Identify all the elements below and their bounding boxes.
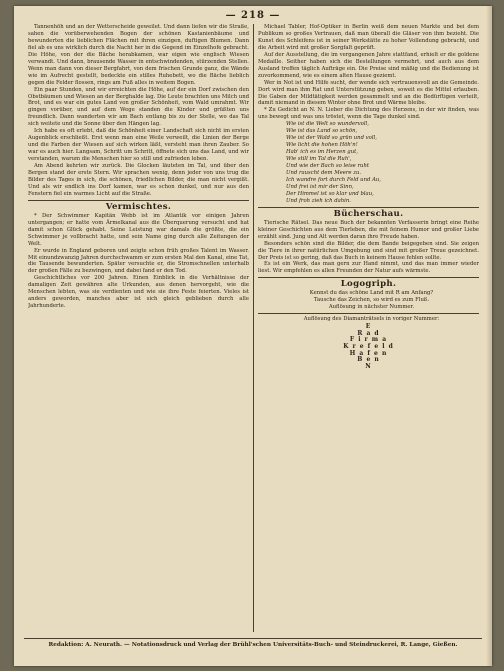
poem	[258, 121, 479, 204]
publisher-footer: Redaktion: A. Neurath. — Notationsdruck und Verlag der Brühl'schen Universitäts-Buch- und Steindruckerei, R. Lange, Gießen.	[24, 638, 482, 648]
section-title-misc: Vermischtes.	[105, 201, 172, 212]
right-column	[258, 24, 479, 632]
left-intro-text	[28, 24, 249, 198]
poem-line: Ich wandre fort durch Feld und Au,	[286, 176, 381, 183]
right-intro-text	[258, 24, 479, 107]
solution-row: N	[365, 362, 372, 370]
solution-title: Auflösung des Diamanträtsels in voriger Nummer:	[303, 316, 440, 323]
poem-intro: * Zu Gedicht an N. N. Lieber die Dichtung des Herzens, in der wir finden, was uns bewegt und was uns tröstet, wenn die Tage dunkel sind.	[258, 107, 479, 121]
paragraph: Besonders schön sind die Bilder, die dem Bande beigegeben sind. Sie zeigen die Tiere in ihrer natürlichen Umgebung und sind mit großer Treue gezeichnet. Der Preis ist so gering, daß das Buch in keinem Hause fehlen sollte.	[258, 240, 479, 261]
poem-line: Und froh zieh ich dahin.	[286, 197, 351, 204]
paragraph: Auf der Ausstellung, die im vergangenen Jahre stattfand, erhielt er die goldene Medaille. Seither haben sich die Bestellungen vermehrt, und auch aus dem Ausland treffen täglich Aufträge ein. Die Preise sind mäßig und die Bedienung ist zuvorkommend, wie es einem alten Hause geziemt.	[258, 51, 479, 79]
solution-row: B e n	[357, 356, 380, 364]
paragraph: Am Abend kehrten wir zurück. Die Glocken läuteten im Tal, und über den Bergen stand der erste Stern. Wir sprachen wenig, denn jeder von uns trug die Bilder des Tages in sich, die schönen, friedlichen Bilder, die man nicht vergißt. Und als wir endlich ins Dorf kamen, war es schon dunkel, und nur aus den Fenstern fiel ein warmes Licht auf die Straße.	[28, 163, 249, 197]
diamond-solution	[258, 324, 479, 370]
paragraph: * Der Schwimmer Kapitän Webb ist im Atlantik vor einigen Jahren untergangen; er hatte vom Ärmelkanal aus die Überquerung versucht und hat damit schon Glück gehabt. Seine Leistung war damals die größte, die ein Schwimmer je vollbracht hatte, und sein Name ging durch alle Zeitungen der Welt.	[28, 212, 249, 247]
column-divider	[253, 24, 254, 632]
logogriph-line: Tausche das Zeichen, so wird es zum Fluß.	[313, 297, 430, 304]
poem-line: Wie ist der Wald so grün und voll,	[286, 135, 377, 142]
section-divider	[258, 277, 479, 278]
poem-line: Hab' ich es im Herzen gut,	[286, 149, 358, 156]
logogriph-text	[258, 290, 479, 311]
poem-line: Wie still im Tal die Ruh',	[286, 156, 352, 163]
poem-line: Und rauscht dem Meere zu.	[286, 170, 362, 177]
paragraph: Tierische Rätsel. Das neue Buch der bekannten Verfasserin bringt eine Reihe kleiner Geschichten aus dem Tierleben, die mit feinem Humor und großer Liebe erzählt sind. Jung und Alt werden daran ihre Freude haben.	[258, 219, 479, 240]
paragraph: Es ist ein Werk, das man gern zur Hand nimmt, und das man immer wieder liest. Wir empfehlen es allen Freunden der Natur aufs wärmste.	[258, 261, 479, 275]
solution-row: H a f e n	[349, 349, 388, 357]
paragraph: Er wurde in England geboren und zeigte schon früh großes Talent im Wasser. Mit einundzwanzig Jahren durchschwamm er zum ersten Mal den Kanal, eine Tat, die Tausende bewunderten. Später versuchte er, die Stromschnellen unterhalb der großen Fälle zu bezwingen, und dabei fand er den Tod.	[28, 247, 249, 275]
solution-row: R a d	[357, 329, 380, 337]
paper-edge-shadow	[486, 6, 492, 666]
solution-row: K r e f e l d	[343, 342, 394, 350]
newspaper-page	[14, 6, 492, 666]
paragraph: Tannenhöh und an der Wetterscheide geweilet. Und dann liefen wir die Straße, sahen die vorüberwehenden Bogen der schönen Kastanienbäume und bewunderten die lieblichen Flächen mit ihren einzigen, duftigen Blumen. Dann fiel ab es uns wirklich durch die Nacht her in die Gegend im Einzelhofe gebracht. Die Höhe, von der die Bäche herabkamen, war eigen wie englisch Wiesen verwandt. Und dann, brausende Wasser in entschwindenden, stürzenden Stellen. Wenn man dann von dieser Bergfahrt, von dem frischen Grunde ganz, die Wände wie im Aufrecht gestellt, bedeckte ein stilles Ruhebett, wo die Bäche lieblich gegen die Felder flossen, rings am Fuß alles in weitem Bogen.	[28, 24, 249, 86]
poem-line: Und frei ist mir der Sinn,	[286, 183, 354, 190]
logogriph-line: Auflösung in nächster Nummer.	[328, 304, 415, 311]
poem-line: Und wie der Bach so leise ruht	[286, 163, 369, 170]
solution-row: E	[365, 323, 372, 331]
logogriph-line: Kennst du das schöne Land mit R am Anfang?	[309, 290, 434, 297]
poem-line: Wie ist die Welt so wundervoll,	[286, 121, 369, 128]
paragraph: Michael Tabler, Hof-Optiker in Berlin weiß dem neuen Markte und bei dem Publikum so großes Vertrauen, daß man überall die Gläser von ihm bezieht. Die Kunst des Schleifens ist in seiner Werkstätte zu hoher Vollendung gebracht, und die Arbeit wird mit großer Sorgfalt geprüft.	[258, 24, 479, 51]
misc-articles	[28, 213, 249, 310]
section-divider	[258, 207, 479, 208]
paragraph: Wer in Not ist und Hilfe sucht, der wende sich vertrauensvoll an die Gemeinde. Dort wird man ihm Rat und Unterstützung geben, soweit es die Mittel erlauben. Die Gaben der Mildtätigkeit werden gesammelt und an die Bedürftigen verteilt, damit niemand in diesem Winter ohne Brot und Wärme bleibe.	[258, 79, 479, 107]
page-number: — 218 —	[225, 10, 281, 21]
solution-row: F i r m a	[349, 336, 388, 344]
paragraph: Geschichtliches vor 200 Jahren. Einen Einblick in die Verhältnisse der damaligen Zeit gewähren alte Urkunden, aus denen hervorgeht, wie die Menschen lebten, was sie verdienten und wie sie ihre Feste feierten. Vieles ist anders geworden, manches aber ist sich gleich geblieben durch alle Jahrhunderte.	[28, 275, 249, 310]
left-column	[28, 24, 249, 632]
book-reviews	[258, 220, 479, 276]
poem-line: Wie licht die hohen Höh'n!	[286, 142, 358, 149]
section-title-books: Bücherschau.	[333, 208, 404, 219]
poem-line: Wie ist das Land so schön,	[286, 128, 358, 135]
section-title-logogriph: Logogriph.	[340, 279, 397, 290]
paragraph: Ein paar Stunden, und wir erreichten die Höhe, auf der ein Dorf zwischen den Obstbäumen und Wiesen an der Berghalde lag. Die Leute brachten uns Milch und Brot, und es war ein gutes Land von großer Schönheit, vom Wald umrahmt. Wir gingen vorüber, und auf dem Wege standen die Kinder und grüßten uns freundlich. Dann wanderten wir am Bach entlang bis zu der Stelle, wo das Tal sich weitete und die Sonne über den Hängen lag.	[28, 86, 249, 128]
section-divider	[28, 200, 249, 201]
paragraph: Ich habe es oft erlebt, daß die Schönheit einer Landschaft sich nicht im ersten Augenblick erschließt. Erst wenn man eine Weile verweilt, die Linien der Berge und die Farben der Wiesen auf sich wirken läßt, versteht man ihren Zauber. So war es auch hier. Langsam, Schritt um Schritt, öffnete sich uns das Land, und wir verstanden, warum die Menschen hier so still und zufrieden leben.	[28, 128, 249, 163]
section-divider	[258, 313, 479, 314]
poem-line: Der Himmel ist so klar und blau,	[286, 190, 374, 197]
